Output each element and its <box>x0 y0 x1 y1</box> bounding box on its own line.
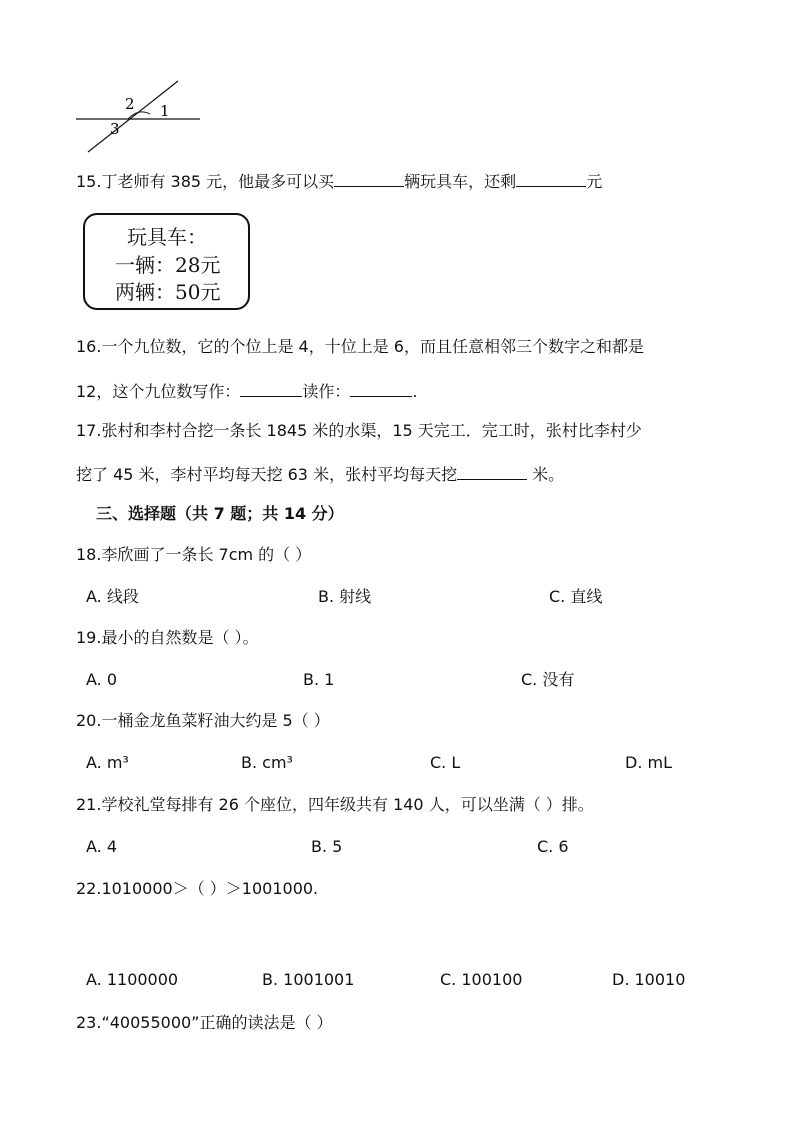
answer-blank[interactable] <box>240 380 302 397</box>
question-21-stem: 21.学校礼堂每排有 26 个座位，四年级共有 140 人，可以坐满（ ）排。 <box>76 795 594 814</box>
option-b[interactable]: B. 1 <box>303 670 335 689</box>
question-17-text: 挖了 45 米，李村平均每天挖 63 米，张村平均每天挖 <box>76 465 458 484</box>
question-15-text: 辆玩具车，还剩 <box>404 172 517 191</box>
section-title: 三、选择题（共 7 题；共 14 分） <box>96 504 344 523</box>
price-box-title: 玩具车： <box>127 225 207 249</box>
angle-figure <box>70 78 210 158</box>
option-b[interactable]: B. cm³ <box>241 753 293 772</box>
option-a[interactable]: A. 1100000 <box>86 970 179 989</box>
option-c[interactable]: C. 6 <box>537 837 569 856</box>
option-c[interactable]: C. 直线 <box>549 587 603 606</box>
question-16-text: 12，这个九位数写作： <box>76 382 241 401</box>
question-17-text: 米。 <box>527 465 565 484</box>
question-22-stem: 22.1010000＞（ ）＞1001000. <box>76 879 319 898</box>
option-c[interactable]: C. L <box>430 753 461 772</box>
price-line-two: 两辆：50元 <box>115 280 221 304</box>
question-16-text: . <box>412 382 418 401</box>
option-d[interactable]: D. mL <box>625 753 672 772</box>
question-18-stem: 18.李欣画了一条长 7cm 的（ ） <box>76 545 312 564</box>
option-c[interactable]: C. 100100 <box>440 970 523 989</box>
answer-blank[interactable] <box>516 170 586 187</box>
option-b[interactable]: B. 5 <box>311 837 343 856</box>
option-b[interactable]: B. 射线 <box>318 587 372 606</box>
question-16-text: 读作： <box>302 382 351 401</box>
answer-blank[interactable] <box>350 380 412 397</box>
question-23-stem: 23.“40055000”正确的读法是（ ） <box>76 1013 333 1032</box>
price-line-one: 一辆：28元 <box>115 253 221 277</box>
option-a[interactable]: A. 0 <box>86 670 118 689</box>
question-15 <box>76 170 602 192</box>
angle-label-2: 2 <box>125 95 135 113</box>
option-b[interactable]: B. 1001001 <box>262 970 355 989</box>
option-a[interactable]: A. m³ <box>86 753 129 772</box>
question-15-text: 元 <box>586 172 603 191</box>
angle-label-3: 3 <box>110 120 120 138</box>
question-17-line2 <box>76 463 564 485</box>
option-d[interactable]: D. 10010 <box>612 970 686 989</box>
question-17-line1: 17.张村和李村合挖一条长 1845 米的水渠，15 天完工．完工时，张村比李村少 <box>76 421 642 440</box>
question-16-line2 <box>76 380 417 402</box>
angle-label-1: 1 <box>160 102 170 120</box>
question-20-stem: 20.一桶金龙鱼菜籽油大约是 5（ ） <box>76 711 330 730</box>
answer-blank[interactable] <box>334 170 404 187</box>
answer-blank[interactable] <box>457 463 527 480</box>
option-a[interactable]: A. 4 <box>86 837 118 856</box>
question-19-stem: 19.最小的自然数是（ ）。 <box>76 628 259 647</box>
question-16-line1: 16.一个九位数，它的个位上是 4，十位上是 6，而且任意相邻三个数字之和都是 <box>76 337 644 356</box>
toy-car-price-box <box>83 213 250 310</box>
question-15-text: 15.丁老师有 385 元，他最多可以买 <box>76 172 335 191</box>
option-a[interactable]: A. 线段 <box>86 587 139 606</box>
option-c[interactable]: C. 没有 <box>521 670 575 689</box>
